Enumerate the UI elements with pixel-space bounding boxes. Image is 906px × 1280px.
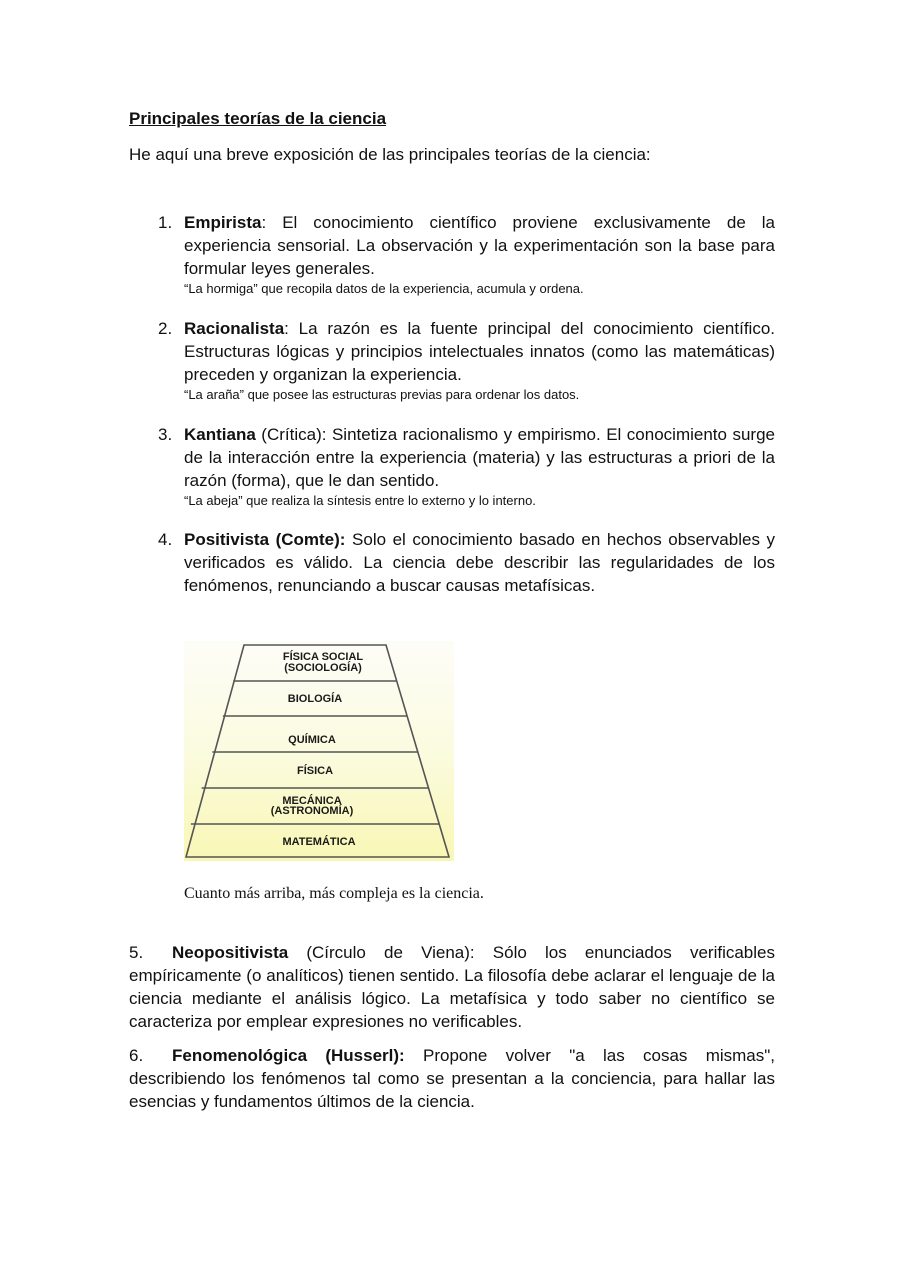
pyramid-diagram [184,641,454,861]
list-number: 4. [158,530,173,549]
paragraph-fenomenologica [129,1044,775,1113]
pyramid-level-mecanica: MECÁNICA [282,795,342,807]
paragraph-neopositivista [129,941,775,1033]
list-number: 2. [158,319,173,338]
list-number: 1. [158,213,173,232]
theory-term: Racionalista [184,319,285,338]
theory-metaphor: “La hormiga” que recopila datos de la experiencia, acumula y ordena. [184,281,584,296]
list-item-racionalista [129,317,775,403]
list-item-body [184,211,775,297]
pyramid-level-fisica: FÍSICA [296,765,334,777]
theory-description: (Crítica): Sintetiza racionalismo y empirismo. El conocimiento surge de la interacción entre la experiencia (materia) y las estructuras a priori de la razón (forma), que le dan sentido. [184,425,775,490]
list-item-body [184,317,775,403]
list-item-body [184,528,775,597]
theory-description: Solo el conocimiento basado en hechos observables y verificados es válido. La ciencia debe describir las regularidades de los fenómenos, renunciando a buscar causas metafísicas. [184,530,775,595]
list-item-positivista [129,528,775,597]
theory-description: : El conocimiento científico proviene exclusivamente de la experiencia sensorial. La observación y la experimentación son la base para formular leyes generales. [184,213,775,278]
science-pyramid-figure [184,641,454,861]
paragraph-number: 6. [129,1046,144,1065]
theory-term: Neopositivista [172,943,289,962]
intro-paragraph: He aquí una breve exposición de las principales teorías de la ciencia: [129,145,651,164]
document-title: Principales teorías de la ciencia [129,109,387,128]
theory-term: Empirista [184,213,262,232]
theory-description: (Círculo de Viena): Sólo los enunciados verificables empíricamente (o analíticos) tienen sentido. La filosofía debe aclarar el lenguaje de la ciencia mediante el análisis lógico. La metafísica y todo saber no científico se caracteriza por emplear expresiones no verificables. [129,943,775,1031]
theory-term: Positivista (Comte): [184,530,346,549]
pyramid-level-sociologia-sub: (SOCIOLOGÍA) [284,662,362,674]
list-number: 3. [158,425,173,444]
theory-description: : La razón es la fuente principal del conocimiento científico. Estructuras lógicas y principios intelectuales innatos (como las matemáticas) preceden y organizan la experiencia. [184,319,775,384]
theory-metaphor: “La araña” que posee las estructuras previas para ordenar los datos. [184,387,580,402]
list-item-empirista [129,211,775,297]
theory-term: Fenomenológica (Husserl): [172,1046,405,1065]
list-item-kantiana [129,423,775,509]
list-item-body [184,423,775,509]
theory-term: Kantiana [184,425,256,444]
pyramid-level-biologia: BIOLOGÍA [287,693,343,705]
pyramid-level-sociologia: FÍSICA SOCIAL [282,651,364,663]
paragraph-number: 5. [129,943,144,962]
theory-description: Propone volver "a las cosas mismas", describiendo los fenómenos tal como se presentan a la conciencia, para hallar las esencias y fundamentos últimos de la ciencia. [129,1046,776,1111]
theory-metaphor: “La abeja” que realiza la síntesis entre lo externo y lo interno. [184,493,536,508]
figure-caption: Cuanto más arriba, más compleja es la ciencia. [184,885,484,902]
pyramid-level-mecanica-sub: (ASTRONOMÍA) [270,805,354,817]
pyramid-level-matematica: MATEMÁTICA [282,836,356,848]
pyramid-level-quimica: QUÍMICA [288,734,336,746]
